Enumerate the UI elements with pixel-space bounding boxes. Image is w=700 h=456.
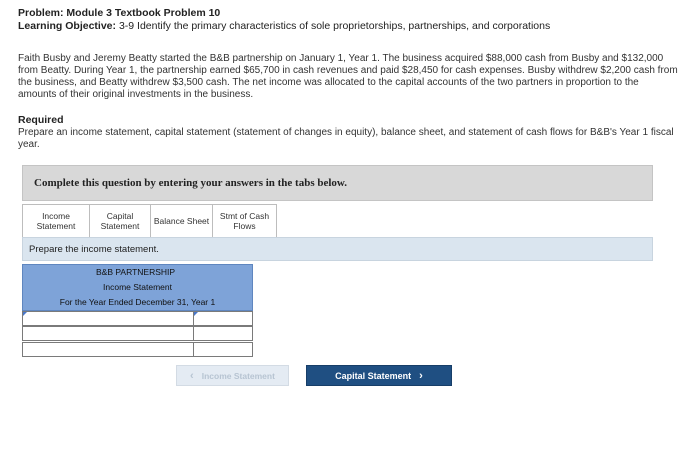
tab-label-line1: Balance Sheet [153,216,210,226]
objective-label: Learning Objective: [18,20,117,32]
prev-tab-button[interactable] [176,365,289,386]
problem-title: Problem: Module 3 Textbook Problem 10 [18,7,221,19]
table-row [22,311,253,326]
amount-input[interactable] [194,347,252,360]
panel-prompt: Prepare the income statement. [29,244,159,255]
required-text: Prepare an income statement, capital statement (statement of changes in equity), balance sheet, and statement of cash flows for B&B's Year 1 fiscal year. [18,127,674,150]
tab-label-line2: Flows [233,221,256,231]
dropdown-flag-icon [194,312,198,316]
learning-objective [18,20,550,32]
objective-text: 3-9 Identify the primary characteristics of sole proprietorships, partnerships, and corporations [118,20,551,32]
instruction-text: Complete this question by entering your answers in the tabs below. [34,177,348,189]
chevron-left-icon: ‹ [190,369,194,382]
scenario-text: Faith Busby and Jeremy Beatty started the B&B partnership on January 1, Year 1. The business acquired $88,000 cash from Busby and $132,000 from Beatty. During Year 1, the partnership earned $65,700 in cash revenues and paid $28,450 for cash expenses. Busby withdrew $2,200 cash from the business, and Beatty withdrew $3,500 cash. The net income was allocated to the capital accounts of the two partners in proportion to the amounts of their original investments in the business. [18,53,678,100]
next-tab-label: Capital Statement [335,370,412,381]
tab-stmt-of-cash-flows[interactable] [213,204,277,237]
tab-panel-header [22,237,653,261]
tab-capital-statement[interactable] [90,204,151,237]
statement-title: Income Statement [103,282,172,292]
chevron-right-icon: › [419,369,423,382]
tab-label-line1: Stmt of Cash [219,211,270,221]
next-tab-button[interactable] [306,365,452,386]
tab-label-line2: Statement [36,221,76,231]
tab-balance-sheet[interactable] [151,204,213,237]
tab-label-line1: Income [42,211,70,221]
dropdown-flag-icon [23,312,27,316]
tab-income-statement[interactable] [22,204,90,237]
tab-label-line1: Capital [106,211,134,221]
table-row [22,326,253,341]
statement-header [22,264,253,311]
statement-tabs [22,204,277,237]
instruction-bar [22,165,653,201]
tab-label-line2: Statement [100,221,140,231]
line-item-input[interactable] [23,347,193,360]
statement-company: B&B PARTNERSHIP [96,267,176,277]
table-row [22,342,253,357]
prev-tab-label: Income Statement [201,370,275,381]
statement-period: For the Year Ended December 31, Year 1 [59,297,216,307]
required-label: Required [18,114,64,126]
